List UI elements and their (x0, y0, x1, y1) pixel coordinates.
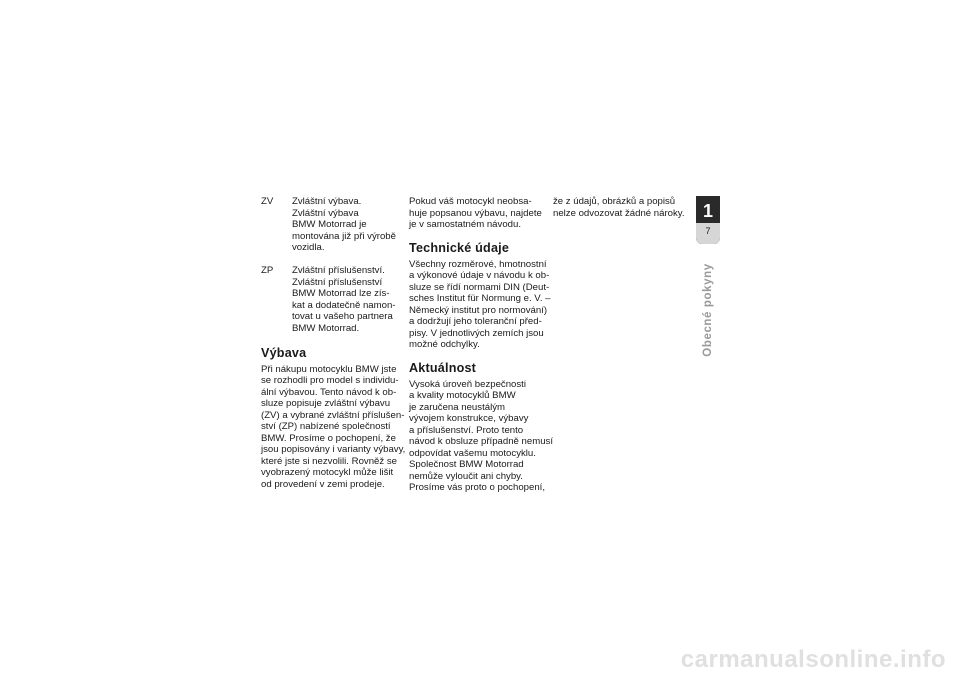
text-line: huje popsanou výbavu, najdete (409, 207, 542, 219)
chapter-number: 1 (702, 201, 713, 221)
text-line: Při nákupu motocyklu BMW jste (261, 363, 397, 375)
text-line: Zvláštní výbava. (292, 196, 362, 207)
section-heading-technicke-udaje: Technické údaje (409, 240, 510, 255)
text-line: návod k obsluze případně nemusí (409, 436, 553, 447)
text-line: a kvality motocyklů BMW (409, 390, 516, 401)
text-line: (ZV) a vybrané zvláštní příslušen- (261, 409, 405, 421)
text-line: ství (ZP) nabízené společností (261, 421, 391, 432)
text-line: sluze popisuje zvláštní výbavu (261, 398, 391, 409)
text-line: od provedení v zemi prodeje. (261, 478, 385, 490)
paragraph-vybava (261, 363, 406, 491)
text-line: ální výbavou. Tento návod k ob- (261, 386, 397, 398)
text-line: kat a dodatečně namon- (292, 299, 396, 311)
abbreviation-definition (292, 265, 403, 334)
text-line: BMW Motorrad je (292, 219, 367, 230)
text-line: nemůže vyloučit ani chyby. (409, 470, 523, 482)
text-line: vozidla. (292, 242, 325, 253)
text-line: Společnost BMW Motorrad (409, 459, 524, 470)
text-line: Zvláštní příslušenství (292, 276, 383, 288)
text-line: vývojem konstrukce, výbavy (409, 413, 529, 424)
paragraph-intro (409, 196, 549, 231)
chapter-title-vertical: Obecné pokyny (702, 263, 714, 357)
text-line: Německý institut pro normování) (409, 304, 548, 316)
text-line: sches Institut für Normung e. V. – (409, 293, 551, 304)
text-line: BMW Motorrad lze zís- (292, 288, 390, 299)
page-number: 7 (705, 226, 711, 236)
text-line: že z údajů, obrázků a popisů (553, 196, 676, 207)
watermark: carmanualsonline.info (680, 646, 946, 673)
section-heading-vybava: Výbava (261, 345, 307, 360)
text-line: tovat u vašeho partnera (292, 311, 393, 322)
text-line: a dodržují jeho toleranční před- (409, 316, 542, 327)
text-line: které jste si nezvolili. Rovněž se (261, 455, 397, 467)
abbreviation-zv (261, 196, 403, 254)
text-line: se rozhodli pro model s individu- (261, 375, 399, 386)
text-column-2 (409, 196, 553, 504)
text-line: BMW Motorrad. (292, 322, 360, 334)
text-line: a výkonové údaje v návodu k ob- (409, 270, 550, 281)
paragraph-technicke-udaje (409, 259, 549, 351)
text-line: je zaručena neustálým (409, 401, 505, 413)
text-line: sluze se řídí normami DIN (Deut- (409, 281, 550, 293)
text-line: Zvláštní příslušenství. (292, 265, 385, 276)
text-line: jsou popisovány i varianty výbavy, (261, 444, 406, 455)
text-line: BMW. Prosíme o pochopení, že (261, 432, 396, 444)
text-column-3 (553, 196, 693, 229)
text-column-1 (261, 196, 406, 500)
text-line: nelze odvozovat žádné nároky. (553, 207, 685, 219)
text-line: Vysoká úroveň bezpečnosti (409, 378, 526, 390)
chapter-tab (696, 196, 720, 244)
text-line: vyobrazený motocykl může lišit (261, 467, 394, 478)
abbreviation-zp (261, 265, 403, 334)
text-line: Pokud váš motocykl neobsa- (409, 196, 532, 207)
text-line: a příslušenství. Proto tento (409, 424, 524, 436)
paragraph-aktualnost (409, 378, 553, 494)
abbreviation-term: ZP (261, 265, 274, 276)
abbreviation-term: ZV (261, 196, 274, 207)
text-line: je v samostatném návodu. (409, 219, 521, 230)
abbreviation-definition (292, 196, 403, 254)
text-line: Zvláštní výbava (292, 207, 359, 219)
text-line: montována již při výrobě (292, 230, 396, 242)
text-line: Všechny rozměrové, hmotnostní (409, 258, 547, 270)
text-line: Prosíme vás proto o pochopení, (409, 482, 545, 493)
text-line: možné odchylky. (409, 339, 480, 350)
paragraph-continuation (553, 196, 693, 219)
text-line: pisy. V jednotlivých zemích jsou (409, 327, 544, 339)
text-line: odpovídat vašemu motocyklu. (409, 447, 536, 459)
section-heading-aktualnost: Aktuálnost (409, 360, 477, 375)
